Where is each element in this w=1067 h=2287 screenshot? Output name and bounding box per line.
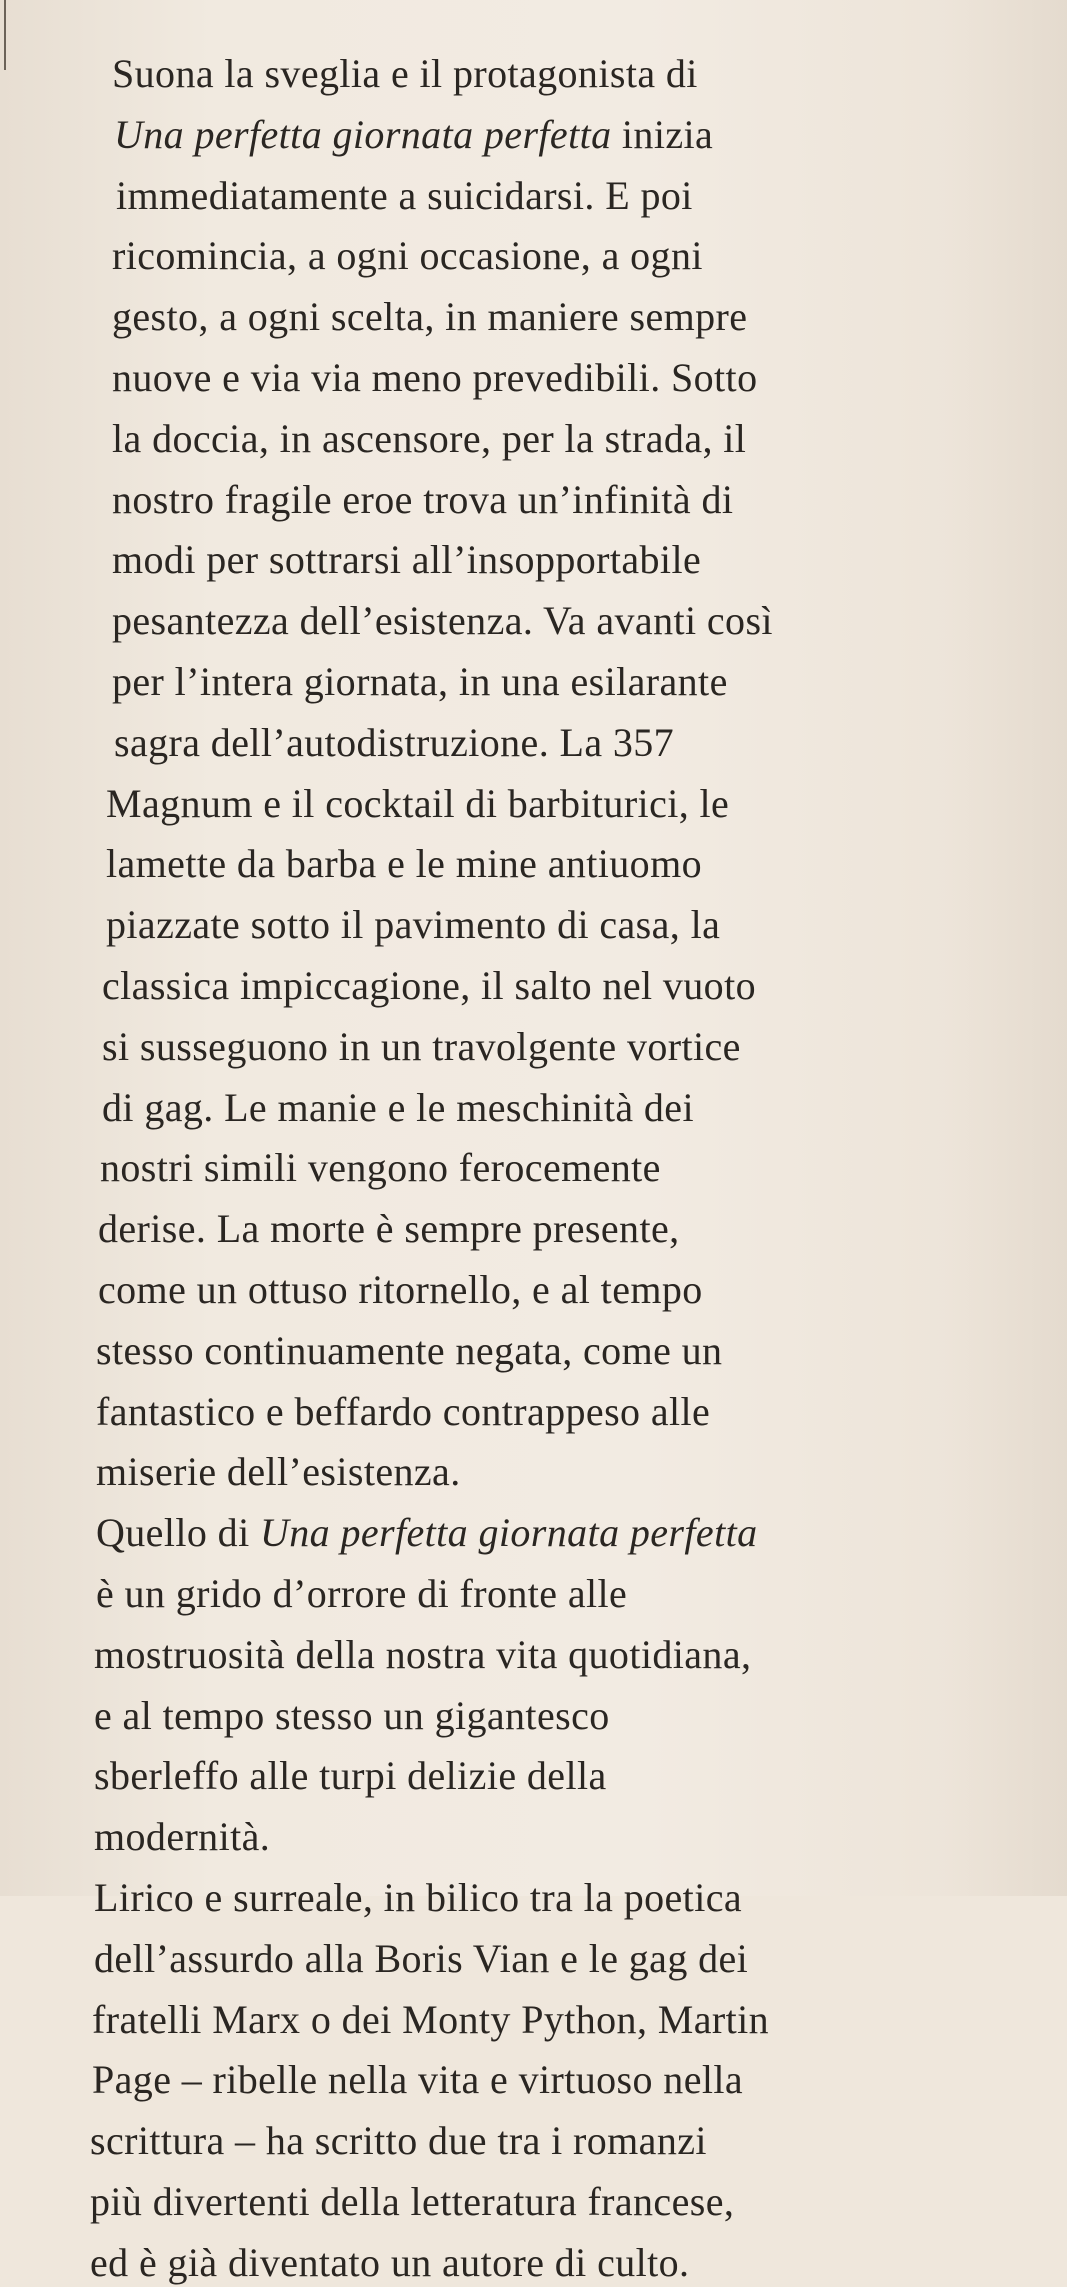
text-line [94,1692,610,1740]
text-line [112,50,698,98]
text-segment: pesantezza dell’esistenza. Va avanti così [112,598,773,644]
italic-book-title: Una perfetta giornata perfetta [259,1510,758,1556]
text-line [112,415,746,463]
text-segment: più divertenti della letteratura francese, [90,2179,735,2224]
text-line [96,1327,722,1375]
text-segment: di gag. Le manie e le meschinità dei [102,1084,694,1130]
text-line [96,1570,627,1618]
text-line [112,293,747,341]
text-segment: scrittura – ha scritto due tra i romanzi [90,2118,707,2164]
text-line [112,658,728,706]
text-line [96,1388,710,1436]
page-shadow [947,0,1067,1896]
text-line [114,111,713,159]
text-segment: immediatamente a suicidarsi. E poi [116,172,693,218]
text-segment: la doccia, in ascensore, per la strada, il [112,415,747,461]
text-segment: Magnum e il cocktail di barbiturici, le [106,780,730,826]
text-line [92,2056,743,2104]
text-segment: è un grido d’orrore di fronte alle [96,1571,628,1616]
text-line [92,1996,769,2044]
text-segment: sberleffo alle turpi delizie della [94,1753,607,1799]
text-segment: mostruosità della nostra vita quotidiana, [94,1631,752,1677]
text-line [114,719,674,767]
text-line [112,354,757,402]
text-segment: fantastico e beffardo contrappeso alle [96,1388,711,1434]
text-line [102,1084,694,1132]
text-line [112,597,773,645]
text-segment: fratelli Marx o dei Monty Python, Martin [92,1996,770,2042]
text-segment: modernità. [94,1814,271,1860]
text-line [98,1266,703,1314]
text-line [102,962,756,1010]
text-segment: ed è già diventato un autore di culto. [90,2239,690,2285]
text-segment: sagra dell’autodistruzione. La 357 [114,719,675,765]
text-segment: nostro fragile eroe trova un’infinità di [112,476,734,522]
text-line [112,232,703,280]
text-segment: classica impiccagione, il salto nel vuoto [102,963,756,1008]
text-line [96,1509,758,1557]
page-edge-line [4,0,6,70]
text-line [106,840,702,888]
text-segment: dell’assurdo alla Boris Vian e le gag dei [94,1935,749,1981]
text-line [90,2239,689,2287]
text-segment: per l’intera giornata, in una esilarante [112,659,728,704]
text-line [90,2178,734,2226]
text-line [94,1935,748,1983]
text-segment: Page – ribelle nella vita e virtuoso nella [92,2057,744,2103]
text-segment: si susseguono in un travolgente vortice [102,1023,741,1069]
text-segment: Suona la sveglia e il protagonista di [112,51,698,96]
text-line [116,172,693,220]
text-line [102,1023,741,1071]
text-segment: miserie dell’esistenza. [96,1449,461,1495]
text-line [96,1448,461,1496]
text-line [90,2117,707,2165]
text-segment: nostri simili vengono ferocemente [100,1145,661,1191]
text-line [112,476,733,524]
text-line [106,901,720,949]
text-line [94,1752,607,1800]
text-segment: e al tempo stesso un gigantesco [94,1692,610,1738]
text-segment: derise. La morte è sempre presente, [98,1206,680,1252]
text-line [112,536,701,584]
text-segment: gesto, a ogni scelta, in maniere sempre [112,294,748,340]
italic-book-title: Una perfetta giornata perfetta [114,111,612,157]
text-line [100,1144,661,1192]
text-segment: nuove e via via meno prevedibili. Sotto [112,355,758,400]
text-segment: Quello di [96,1510,260,1556]
text-line [106,780,729,828]
text-line [94,1631,751,1679]
text-segment: Lirico e surreale, in bilico tra la poetica [94,1875,743,1920]
text-segment: stesso continuamente negata, come un [96,1327,723,1373]
text-line [94,1874,742,1922]
text-segment: piazzate sotto il pavimento di casa, la [106,902,721,948]
text-line [94,1813,270,1861]
text-segment: come un ottuso ritornello, e al tempo [98,1267,703,1312]
text-segment: ricomincia, a ogni occasione, a ogni [112,233,703,279]
text-segment: inizia [611,111,714,157]
text-segment: modi per sottrarsi all’insopportabile [112,537,702,583]
text-segment: lamette da barba e le mine antiuomo [106,841,702,887]
text-line [98,1205,680,1253]
